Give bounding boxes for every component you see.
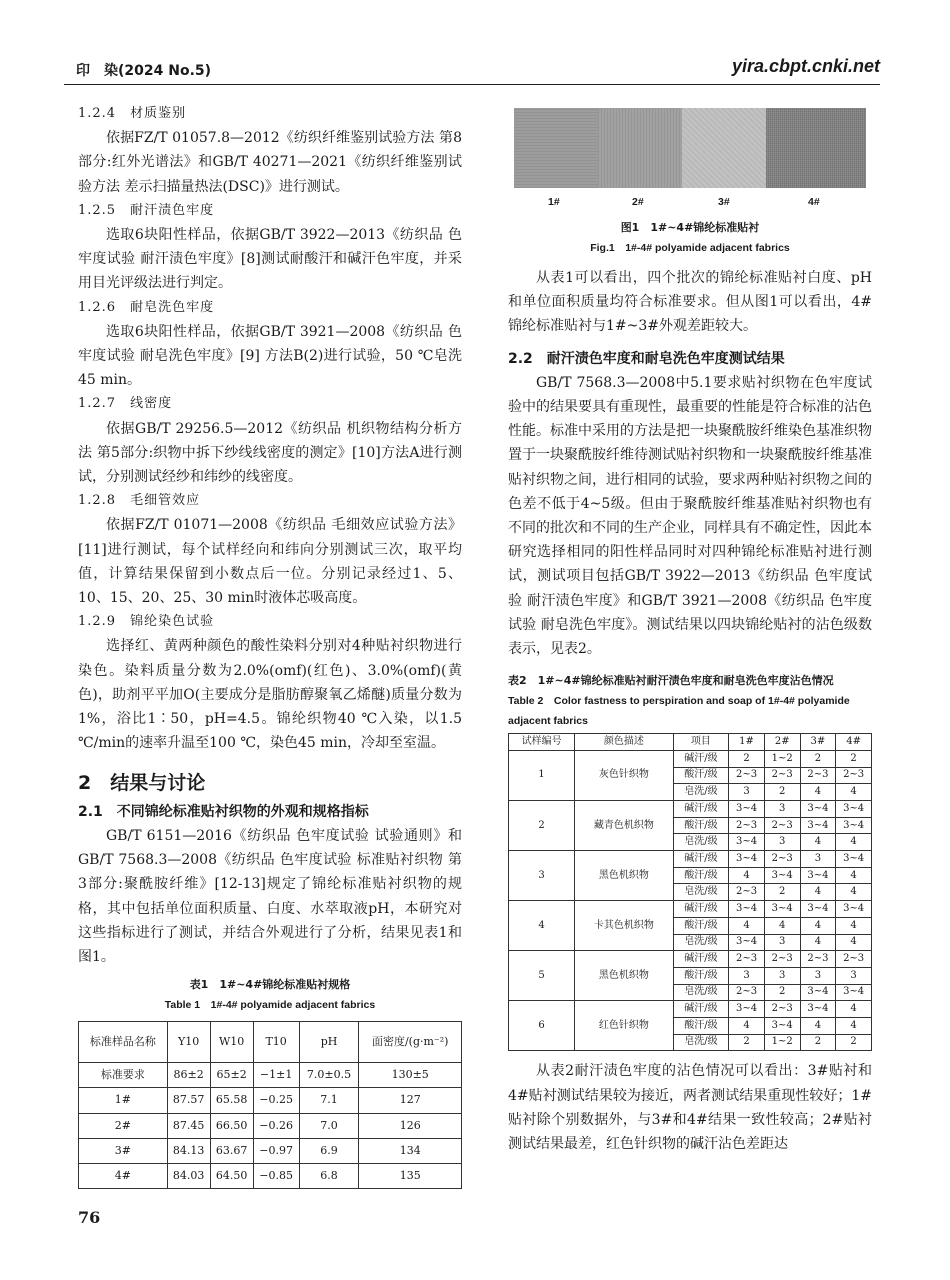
table-cell: 3	[764, 801, 800, 818]
table-cell: 碱汗/级	[673, 1001, 729, 1018]
table-cell: 4	[800, 917, 836, 934]
table-cell: 皂洗/级	[673, 784, 729, 801]
table-cell: 2~3	[729, 817, 765, 834]
table-row	[79, 1163, 462, 1188]
table-cell: 3~4	[764, 1017, 800, 1034]
figure1	[508, 102, 872, 212]
table2-header-row	[509, 734, 872, 751]
table-cell: 2~3	[836, 951, 872, 968]
table-cell: 87.45	[167, 1113, 210, 1138]
figure1-discussion: 从表1可以看出，四个批次的锦纶标准贴衬白度、pH和单位面积质量均符合标准要求。但从图1可以看出，4#锦纶标准贴衬与1#~3#外观差距较大。	[508, 270, 872, 335]
table2-header-cell: 项目	[673, 734, 729, 751]
table-cell: 1~2	[764, 1034, 800, 1051]
table-cell: −0.25	[253, 1088, 299, 1113]
color-desc-cell: 藏青色机织物	[575, 801, 673, 851]
table-row	[509, 1001, 872, 1018]
sample-id-cell: 3	[509, 851, 575, 901]
table-cell: 134	[359, 1138, 462, 1163]
table-cell: 碱汗/级	[673, 750, 729, 767]
table-cell: 酸汗/级	[673, 767, 729, 784]
table-cell: −0.97	[253, 1138, 299, 1163]
section-1-2-8-title: 1.2.8 毛细管效应	[78, 493, 201, 509]
sample-id-cell: 4	[509, 901, 575, 951]
table-cell: 3~4	[729, 934, 765, 951]
table2-header-cell: 颜色描述	[575, 734, 673, 751]
table-cell: 2~3	[800, 951, 836, 968]
section-2-title: 2 结果与讨论	[78, 772, 206, 795]
sample-id-cell: 6	[509, 1001, 575, 1051]
table-cell: 87.57	[167, 1088, 210, 1113]
section-1-2-9-title: 1.2.9 锦纶染色试验	[78, 614, 215, 630]
section-1-2-6-title: 1.2.6 耐皂洗色牢度	[78, 299, 215, 315]
table-cell: 3~4	[836, 984, 872, 1001]
table-cell: 皂洗/级	[673, 934, 729, 951]
sample-id-cell: 5	[509, 951, 575, 1001]
table-cell: 4	[800, 784, 836, 801]
table2-discussion: 从表2耐汗渍色牢度的沾色情况可以看出：3#贴衬和4#贴衬测试结果较为接近，两者测试结果重现性较好；1#贴衬除个别数据外，与3#和4#结果一致性较高；2#贴衬测试结果最差，红色针织物的碱汗沾色差距达	[508, 1063, 872, 1152]
table-cell: 2~3	[764, 1001, 800, 1018]
table1-header-row	[79, 1022, 462, 1063]
table-cell: 3	[800, 851, 836, 868]
table-row	[79, 1063, 462, 1088]
table-cell: 3~4	[729, 901, 765, 918]
figure1-label: 2#	[632, 196, 644, 208]
table2-caption-en: Table 2 Color fastness to perspiration and soap of 1#-4# polyamide adjacent fabrics	[508, 695, 850, 728]
fabric-swatch-2	[598, 108, 682, 188]
section-2-2-title: 2.2 耐汗渍色牢度和耐皂洗色牢度测试结果	[508, 350, 785, 367]
table-cell: 皂洗/级	[673, 1034, 729, 1051]
table-cell: 3	[836, 967, 872, 984]
color-desc-cell: 灰色针织物	[575, 750, 673, 800]
fabric-swatch-4	[766, 108, 866, 188]
table-cell: 4	[836, 1017, 872, 1034]
table-cell: 2~3	[729, 767, 765, 784]
section-1-2-4-text: 依据FZ/T 01057.8—2012《纺织纤维鉴别试验方法 第8部分:红外光谱法》和GB/T 40271—2021《纺织纤维鉴别试验方法 差示扫描量热法(DSC)》进行测试。	[78, 130, 462, 195]
table-cell: 65±2	[210, 1063, 253, 1088]
table-cell: 3~4	[729, 1001, 765, 1018]
table-cell: 3	[764, 967, 800, 984]
table-cell: 3~4	[836, 901, 872, 918]
table-cell: 2	[800, 1034, 836, 1051]
section-2-2-text: GB/T 7568.3—2008中5.1要求贴衬织物在色牢度试验中的结果要具有重现性，最重要的性能是符合标准的沾色性能。标准中采用的方法是把一块聚酰胺纤维染色基准织物置于一块聚酰胺纤维待测试贴衬织物和一块聚酰胺纤维基准贴衬织物之间，进行相同的试验，要求两种贴衬织物之间的色差不低于4~5级。但由于聚酰胺纤维基准贴衬织物也有不同的批次和不同的生产企业，同样具有不确定性，因此本研究选择相同的阳性样品同时对四种锦纶标准贴衬进行测试，测试项目包括GB/T 3922—2013《纺织品 色牢度试验 耐汗渍色牢度》和GB/T 3921—2008《纺织品 色牢度试验 耐皂洗色牢度》。测试结果以四块锦纶贴衬的沾色级数表示，见表2。	[508, 374, 872, 658]
table-cell: 3~4	[729, 834, 765, 851]
table-cell: 4	[836, 1001, 872, 1018]
table-cell: 3~4	[800, 901, 836, 918]
table1-header-cell: 标准样品名称	[79, 1022, 168, 1063]
table-cell: 3~4	[800, 817, 836, 834]
section-2-1-title: 2.1 不同锦纶标准贴衬织物的外观和规格指标	[78, 803, 369, 820]
table-row	[509, 901, 872, 918]
table-cell: 酸汗/级	[673, 817, 729, 834]
table-cell: 3	[729, 784, 765, 801]
table-cell: 3	[764, 934, 800, 951]
table1-caption-cn: 表1 1#~4#锦纶标准贴衬规格	[189, 978, 351, 992]
table-cell: 3~4	[729, 851, 765, 868]
table-cell: 皂洗/级	[673, 984, 729, 1001]
table-cell: 4	[836, 834, 872, 851]
table-cell: 2~3	[764, 951, 800, 968]
table-cell: 4#	[79, 1163, 168, 1188]
section-1-2-4-title: 1.2.4 材质鉴别	[78, 106, 187, 121]
left-column	[78, 102, 462, 1189]
table-cell: 3~4	[836, 801, 872, 818]
section-1-2-7-text: 依据GB/T 29256.5—2012《纺织品 机织物结构分析方法 第5部分:织物中拆下纱线线密度的测定》[10]方法A进行测试，分别测试经纱和纬纱的线密度。	[78, 420, 462, 486]
table-cell: 2	[764, 884, 800, 901]
table-cell: 3~4	[800, 984, 836, 1001]
table-cell: 酸汗/级	[673, 867, 729, 884]
table-cell: 3~4	[800, 801, 836, 818]
table-cell: 63.67	[210, 1138, 253, 1163]
table2-header-cell: 3#	[800, 734, 836, 751]
table-cell: 2	[729, 1034, 765, 1051]
table-cell: 65.58	[210, 1088, 253, 1113]
table-cell: −0.26	[253, 1113, 299, 1138]
table1-header-cell: T10	[253, 1022, 299, 1063]
color-desc-cell: 卡其色机织物	[575, 901, 673, 951]
color-desc-cell: 黑色机织物	[575, 951, 673, 1001]
table-cell: 2~3	[764, 851, 800, 868]
table2-caption-cn: 表2 1#~4#锦纶标准贴衬耐汗渍色牢度和耐皂洗色牢度沾色情况	[508, 674, 834, 688]
table-cell: 130±5	[359, 1063, 462, 1088]
table-cell: 64.50	[210, 1163, 253, 1188]
table-cell: 3~4	[836, 851, 872, 868]
table-cell: 皂洗/级	[673, 884, 729, 901]
table1-header-cell: pH	[299, 1022, 359, 1063]
table-cell: 2	[800, 750, 836, 767]
section-1-2-5-title: 1.2.5 耐汗渍色牢度	[78, 202, 215, 218]
table-cell: 3~4	[764, 867, 800, 884]
table-cell: 2	[836, 750, 872, 767]
table-cell: 4	[800, 834, 836, 851]
table-cell: 4	[729, 867, 765, 884]
figure1-label: 4#	[808, 196, 820, 208]
table-row	[509, 801, 872, 818]
table-cell: 4	[800, 934, 836, 951]
table-cell: 1#	[79, 1088, 168, 1113]
table-cell: −0.85	[253, 1163, 299, 1188]
table1-header-cell: Y10	[167, 1022, 210, 1063]
table2-header-cell: 2#	[764, 734, 800, 751]
table-cell: 碱汗/级	[673, 951, 729, 968]
table-cell: 酸汗/级	[673, 967, 729, 984]
table-cell: 碱汗/级	[673, 851, 729, 868]
table1-caption-en: Table 1 1#-4# polyamide adjacent fabrics	[164, 999, 376, 1012]
color-desc-cell: 黑色机织物	[575, 851, 673, 901]
table-cell: 66.50	[210, 1113, 253, 1138]
table-cell: 2~3	[764, 767, 800, 784]
color-desc-cell: 红色针织物	[575, 1001, 673, 1051]
table-cell: 3~4	[800, 1001, 836, 1018]
table2-body	[509, 750, 872, 1050]
table-cell: 7.1	[299, 1088, 359, 1113]
section-1-2-5-text: 选取6块阳性样品，依据GB/T 3922—2013《纺织品 色牢度试验 耐汗渍色牢度》[8]测试耐酸汗和碱汗色牢度，并采用目光评级法进行判定。	[78, 227, 462, 292]
table-cell: 3~4	[764, 901, 800, 918]
table-cell: 碱汗/级	[673, 801, 729, 818]
table-cell: 酸汗/级	[673, 1017, 729, 1034]
table2	[508, 733, 872, 1051]
table-cell: 2~3	[729, 951, 765, 968]
right-column	[508, 102, 872, 1156]
table-cell: 3	[764, 834, 800, 851]
table-cell: 2~3	[729, 984, 765, 1001]
table-cell: 4	[800, 884, 836, 901]
table-cell: 7.0	[299, 1113, 359, 1138]
table1-body	[79, 1063, 462, 1189]
table-cell: 2~3	[764, 817, 800, 834]
table-cell: −1±1	[253, 1063, 299, 1088]
table-cell: 3#	[79, 1138, 168, 1163]
table-cell: 碱汗/级	[673, 901, 729, 918]
table-cell: 皂洗/级	[673, 834, 729, 851]
table-cell: 4	[836, 884, 872, 901]
figure1-label: 3#	[718, 196, 730, 208]
table-cell: 2#	[79, 1113, 168, 1138]
table-cell: 86±2	[167, 1063, 210, 1088]
section-1-2-6-text: 选取6块阳性样品，依据GB/T 3921—2008《纺织品 色牢度试验 耐皂洗色牢度》[9] 方法B(2)进行试验，50 ℃皂洗45 min。	[78, 323, 462, 389]
table-row	[79, 1088, 462, 1113]
table2-header-cell: 1#	[729, 734, 765, 751]
table-cell: 4	[764, 917, 800, 934]
fabric-swatch-3	[682, 108, 766, 188]
table1	[78, 1021, 462, 1189]
table-cell: 6.9	[299, 1138, 359, 1163]
table-cell: 2~3	[729, 884, 765, 901]
table-cell: 4	[729, 917, 765, 934]
table-cell: 84.03	[167, 1163, 210, 1188]
table-row	[79, 1113, 462, 1138]
table-cell: 2	[836, 1034, 872, 1051]
table-row	[509, 951, 872, 968]
fabric-swatch-1	[514, 108, 598, 188]
table-cell: 酸汗/级	[673, 917, 729, 934]
page-header	[64, 56, 880, 85]
table-cell: 4	[800, 1017, 836, 1034]
section-1-2-7-title: 1.2.7 线密度	[78, 396, 173, 412]
table-cell: 1~2	[764, 750, 800, 767]
table-cell: 3~4	[836, 817, 872, 834]
section-1-2-8-text: 依据FZ/T 01071—2008《纺织品 毛细效应试验方法》[11]进行测试，每个试样经向和纬向分别测试三次，取平均值，计算结果保留到小数点后一位。分别记录经过1、5、10、15、20、25、30 min时液体芯吸高度。	[78, 517, 462, 607]
table-cell: 2	[764, 984, 800, 1001]
table-cell: 标准要求	[79, 1063, 168, 1088]
table-cell: 4	[836, 917, 872, 934]
table1-header-cell: 面密度/(g·m⁻²)	[359, 1022, 462, 1063]
table-cell: 4	[836, 934, 872, 951]
table-cell: 4	[836, 784, 872, 801]
figure1-caption-en: Fig.1 1#-4# polyamide adjacent fabrics	[590, 242, 790, 254]
journal-site: yira.cbpt.cnki.net	[731, 56, 880, 76]
figure1-caption-cn: 图1 1#~4#锦纶标准贴衬	[620, 221, 760, 234]
table-cell: 84.13	[167, 1138, 210, 1163]
table-cell: 7.0±0.5	[299, 1063, 359, 1088]
table-cell: 4	[836, 867, 872, 884]
table-row	[79, 1138, 462, 1163]
table-row	[509, 851, 872, 868]
table-cell: 135	[359, 1163, 462, 1188]
table-cell: 2	[729, 750, 765, 767]
table-cell: 3	[800, 967, 836, 984]
table-cell: 2~3	[836, 767, 872, 784]
table2-header-cell: 4#	[836, 734, 872, 751]
sample-id-cell: 2	[509, 801, 575, 851]
table-row	[509, 750, 872, 767]
section-1-2-9-text: 选择红、黄两种颜色的酸性染料分别对4种贴衬织物进行染色。染料质量分数为2.0%(omf)(红色)、3.0%(omf)(黄色)，助剂平平加O(主要成分是脂肪醇聚氧乙烯醚)质量分数为1%，浴比1∶50，pH=4.5。锦纶织物40 ℃入染，以1.5 ℃/min的速率升温至100 ℃，染色45 min，冷却至室温。	[78, 638, 462, 752]
table-cell: 3~4	[800, 867, 836, 884]
sample-id-cell: 1	[509, 750, 575, 800]
table-cell: 126	[359, 1113, 462, 1138]
table1-header-cell: W10	[210, 1022, 253, 1063]
section-2-1-text: GB/T 6151—2016《纺织品 色牢度试验 试验通则》和GB/T 7568.3—2008《纺织品 色牢度试验 标准贴衬织物 第3部分:聚酰胺纤维》[12-13]规定了锦纶标准贴衬织物的规格，其中包括单位面积质量、白度、水萃取液pH，本研究对这些指标进行了测试，并结合外观进行了分析，结果见表1和图1。	[78, 827, 462, 965]
table-cell: 6.8	[299, 1163, 359, 1188]
table-cell: 4	[729, 1017, 765, 1034]
table2-header-cell: 试样编号	[509, 734, 575, 751]
table-cell: 3~4	[729, 801, 765, 818]
page-number: 76	[78, 1208, 101, 1227]
table-cell: 3	[729, 967, 765, 984]
figure1-label: 1#	[548, 196, 560, 208]
table-cell: 2	[764, 784, 800, 801]
journal-issue: 印 染(2024 No.5)	[76, 63, 212, 79]
table-cell: 127	[359, 1088, 462, 1113]
table-cell: 2~3	[800, 767, 836, 784]
